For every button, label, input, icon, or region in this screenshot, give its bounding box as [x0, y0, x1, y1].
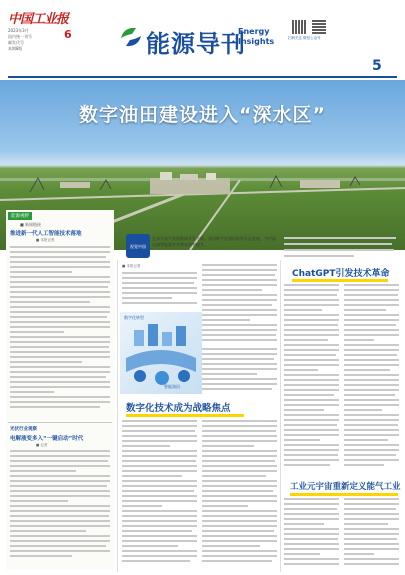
right-headline-1: ChatGPT引发技术革命 — [292, 269, 390, 279]
middle-body-c — [202, 348, 277, 398]
section-logo-icon — [118, 24, 144, 50]
article2-title: 电解液变多入“一键启动”时代 — [10, 436, 84, 442]
right-body-d — [344, 498, 399, 570]
masthead-left — [8, 8, 88, 63]
middle-byline: ■ 本报记者 — [122, 264, 141, 268]
middle-section-headline: 数字化技术成为战略焦点 — [126, 403, 231, 414]
hero-caption: 在深井油气资源勘探开发方面，油田数字化建设取得长足进展，为中国石油等能源企业带来效率提升。 — [152, 236, 276, 247]
middle-body-e — [202, 420, 277, 570]
page-number: 5 — [372, 58, 382, 74]
infographic — [120, 312, 202, 394]
qr-code-2[interactable] — [312, 20, 326, 34]
right-headline-1-underline — [292, 279, 388, 282]
column-divider — [280, 260, 281, 572]
right-body-b — [344, 284, 399, 474]
article2-byline: ■ 记者 — [36, 443, 48, 447]
hero-headline: 数字油田建设进入“深水区” — [79, 104, 326, 126]
section-title: 能源导刊 — [146, 30, 246, 58]
newspaper-logo: 中国工业报 — [8, 12, 69, 27]
hero-caption-badge: 视觉中国 — [126, 234, 150, 258]
right-headline-2: 工业元宇宙重新定义能气工业 — [290, 482, 401, 492]
qr-caption: 扫码关注 微信公众号 — [288, 36, 321, 40]
article2-tag: 光伏行业观察 — [10, 427, 37, 432]
issue-day-number: 6 — [64, 28, 72, 41]
middle-body-d — [122, 420, 197, 570]
issue-meta: 2023年3月 国内统一刊号 邮发代号 本期8版 — [8, 28, 32, 51]
middle-body-b — [202, 264, 277, 344]
article2-body — [10, 450, 110, 565]
article1-title: 推进新一代人工智能技术落地 — [10, 231, 82, 237]
column-divider — [117, 260, 118, 572]
header-rule — [8, 76, 397, 78]
hero-caption-right — [284, 236, 396, 260]
left-section-tag: 能源视野 — [8, 212, 32, 220]
qr-code[interactable] — [292, 20, 306, 34]
middle-headline-underline — [126, 414, 244, 417]
middle-body-a — [122, 272, 197, 308]
article1-body — [10, 246, 110, 416]
article1-byline: ■ 本报记者 — [36, 238, 55, 242]
article1-kicker: ■ 新闻链接 — [20, 222, 42, 227]
left-column — [6, 210, 114, 570]
right-body-a — [284, 284, 339, 474]
right-body-c — [284, 498, 339, 570]
left-divider — [8, 422, 112, 423]
infographic-label-1: 数字化转型 — [124, 315, 144, 320]
infographic-label-2: 智能油田 — [164, 384, 180, 389]
section-subtitle: Energy Insights — [238, 27, 275, 46]
right-headline-2-underline — [290, 493, 398, 496]
